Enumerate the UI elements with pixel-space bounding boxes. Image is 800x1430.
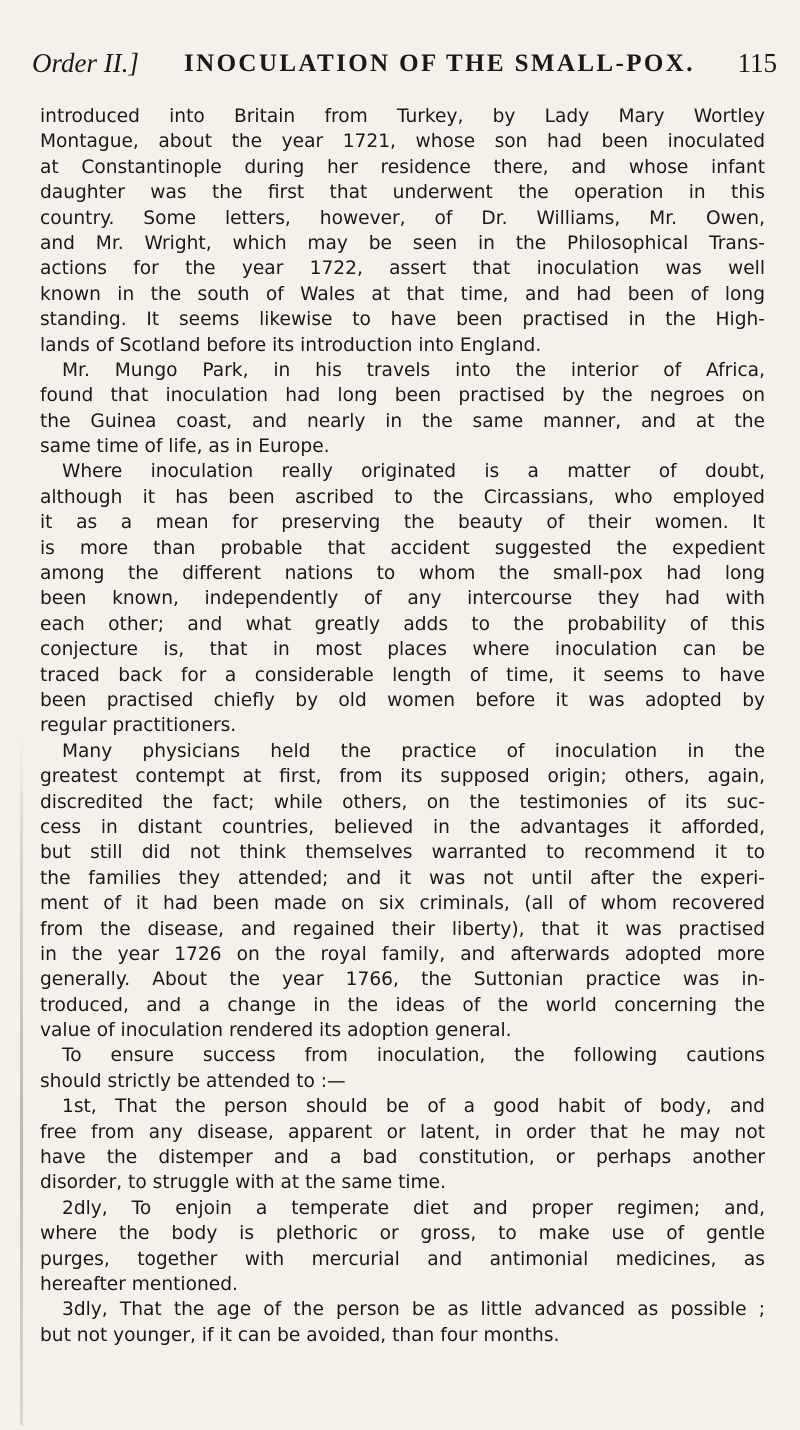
text-line: generally. About the year 1766, the Suttonian practice was in- [40,969,765,991]
text-line: daughter was the first that underwent the operation in this [40,182,765,204]
text-line: it as a mean for preserving the beauty of their women. It [40,512,765,534]
text-line: ment of it had been made on six criminals, (all of whom recovered [40,893,765,915]
text-line: actions for the year 1722, assert that inoculation was well [40,258,765,280]
text-line: been practised chiefly by old women before it was adopted by [40,689,765,711]
text-line: is more than probable that accident suggested the expedient [40,537,765,559]
text-line: lands of Scotland before its introduction into England. [40,334,542,356]
text-line: Many physicians held the practice of inoculation in the [62,740,765,762]
text-line: same time of life, as in Europe. [40,436,330,458]
text-line: greatest contempt at first, from its supposed origin; others, again, [40,766,765,788]
body-text [40,104,765,1348]
text-line: known in the south of Wales at that time, and had been of long [40,283,765,305]
text-line: Mr. Mungo Park, in his travels into the interior of Africa, [62,359,765,381]
text-line: Montague, about the year 1721, whose son had been inoculated [40,131,765,153]
text-line: 1st, That the person should be of a good habit of body, and [62,1096,765,1118]
text-line: although it has been ascribed to the Circassians, who employed [40,486,765,508]
running-header [32,48,777,88]
text-line: introduced into Britain from Turkey, by Lady Mary Wortley [40,106,765,127]
text-line: should strictly be attended to :— [40,1070,346,1092]
text-line: disorder, to struggle with at the same time. [40,1172,447,1194]
text-line: in the year 1726 on the royal family, and afterwards adopted more [40,943,765,965]
text-line: have the distemper and a bad constitution, or perhaps another [40,1147,765,1169]
margin-shadow [20,735,23,1425]
text-line: discredited the fact; while others, on the testimonies of its suc- [40,791,765,813]
text-line: but not younger, if it can be avoided, than four months. [40,1324,560,1346]
text-line: among the different nations to whom the small-pox had long [40,563,765,585]
text-line: traced back for a considerable length of time, it seems to have [40,664,765,686]
text-line: free from any disease, apparent or latent, in order that he may not [40,1121,765,1143]
text-line: at Constantinople during her residence there, and whose infant [40,156,765,178]
text-line: the families they attended; and it was not until after the experi- [40,867,765,889]
text-line: value of inoculation rendered its adoption general. [40,1020,512,1042]
text-line: and Mr. Wright, which may be seen in the Philosophical Trans- [40,232,765,254]
text-line: conjecture is, that in most places where inoculation can be [40,639,765,661]
text-line: from the disease, and regained their liberty), that it was practised [40,918,765,940]
header-title: INOCULATION OF THE SMALL-POX. [184,50,695,77]
text-line: hereafter mentioned. [40,1273,238,1295]
text-line: each other; and what greatly adds to the probability of this [40,613,765,635]
text-line: To ensure success from inoculation, the following cautions [62,1045,765,1067]
text-line: cess in distant countries, believed in the advantages it afforded, [40,816,765,838]
text-line: but still did not think themselves warranted to recommend it to [40,842,765,864]
text-line: been known, independently of any intercourse they had with [40,588,765,610]
text-line: country. Some letters, however, of Dr. Williams, Mr. Owen, [40,207,765,229]
text-line: where the body is plethoric or gross, to make use of gentle [40,1223,765,1245]
text-line: troduced, and a change in the ideas of the world concerning the [40,994,765,1016]
text-line: standing. It seems likewise to have been practised in the High- [40,309,765,331]
text-line: regular practitioners. [40,715,237,737]
text-line: purges, together with mercurial and antimonial medicines, as [40,1248,765,1270]
text-line: Where inoculation really originated is a matter of doubt, [62,461,765,483]
text-line: 3dly, That the age of the person be as little advanced as possible ; [62,1299,765,1321]
text-line: found that inoculation had long been practised by the negroes on [40,385,765,407]
header-order: Order II.] [32,48,139,78]
text-line: the Guinea coast, and nearly in the same manner, and at the [40,410,765,432]
page-number: 115 [737,48,777,78]
text-line: 2dly, To enjoin a temperate diet and proper regimen; and, [62,1197,765,1219]
